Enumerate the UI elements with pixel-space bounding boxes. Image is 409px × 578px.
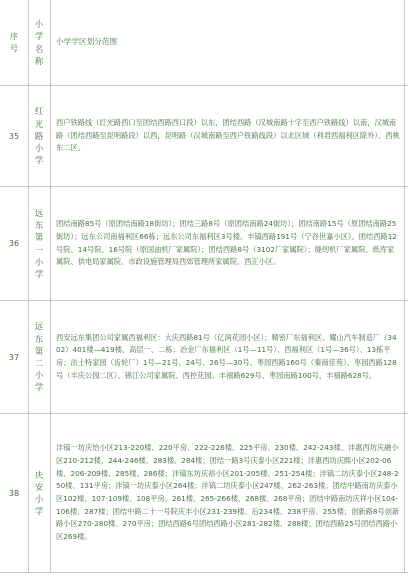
- row-index: 37: [8, 352, 20, 362]
- district-area-text: 团结南路85号（原团结南路18街坊）；团结三路8号（原团结南路24街坊）；团结南路15号（原团结南路25街坊）；远东公司南福利区66栋；远东公司东福利区3号楼。丰镐西路191号（宁谷世嘉小区）。团结西路12号院、14号院、16号院（原国油机厂家属院）；团结西路8号（3102厂家属院）；缝纫机厂家属院、纸库家属院、供电局家属院、市政设施管理局西郊管理所家属院、西正小区。: [56, 219, 397, 267]
- district-area-text: 西户铁路线（红光路西口至团结西路西口段）以东，团结西路（汉城南路十字至西户铁路线）以南，汉城南路（团结西路至昆明路段）以西，昆明路（汉城南路至西户铁路线段）以北区域（利君西福利区除外）。西桃东二区。: [56, 117, 400, 153]
- row-index: 35: [8, 131, 20, 141]
- row-37-index-cell: [0, 301, 28, 413]
- school-name: 红光路小学: [34, 106, 44, 166]
- row-36-area-cell: [50, 187, 404, 300]
- row-37-area-cell: [50, 301, 404, 413]
- row-divider: [0, 85, 408, 86]
- row-36-index-cell: [0, 187, 28, 300]
- row-divider: [0, 572, 408, 573]
- school-name: 庆安小学: [34, 469, 44, 517]
- row-divider: [0, 300, 408, 301]
- row-38-index-cell: [0, 414, 28, 572]
- school-name: 远东第一小学: [34, 207, 44, 279]
- header-area-label: 小学学区划分范围: [56, 37, 118, 47]
- row-divider: [0, 413, 408, 414]
- row-37-school-cell: [28, 301, 50, 413]
- row-35-area-cell: [50, 86, 404, 186]
- row-36-school-cell: [28, 187, 50, 300]
- header-index-label: 序号: [10, 31, 18, 53]
- row-38-area-cell: [50, 414, 404, 572]
- column-divider: [50, 0, 51, 573]
- column-divider: [28, 0, 29, 573]
- row-divider: [0, 186, 408, 187]
- column-divider: [404, 0, 405, 573]
- row-35-school-cell: [28, 86, 50, 186]
- school-name: 远东第二小学: [34, 321, 44, 393]
- district-area-text: 沣镐一坊庆怡小区213-220楼、220平房、222-226楼、225平房、230楼、242-243楼、沣惠西坊庆融小区210-212楼、244-246楼、283楼、284楼；团结一路3号庆泰小区221楼；沣惠西坊庆熙小区202-06楼、206-209楼、285楼、286楼；沣镐东坊庆裕小区201-205楼、251-254楼；沣镐二坊庆泰小区248-250楼、131平房；沣镐一坊庆泰小区264楼；沣镐二坊庆泰小区247楼、262-263楼；团结中路南坊庆泰小区102楼、107-109楼、108平房、261楼、265-266楼、268楼、268平房；团结中路南坊庆祥小区104-106楼、287楼；团结中路二十一号院庆丰小区231-239楼、后234楼、238平房、255楼；创新路8号创新路小区270-280楼、270平房；团结西路6号团结西路小区281-282楼、288楼；团结西路25号团结西路小区269楼。: [56, 443, 400, 542]
- district-area-text: 西安远东集团公司家属西福利区：大庆西路81号（亿润花园小区）；精密厂东福利区、耀山汽车制造厂（3402）401楼—419楼、高层一、二栋；冶金厂东福利区（1号—11号）、西福利区（1号—36号）、13栋平房；法士特家园（齿轮厂）1号—21号、24号、26号—30号、枣园西路160号（秦商佳苑）、枣园西路128号（丰庆公园二区）、锦江公司家属院、西控花园、丰禧路629号、枣园南路100号、丰禧路628号。: [56, 332, 397, 380]
- header-school-cell: [28, 0, 50, 85]
- row-38-school-cell: [28, 414, 50, 572]
- row-index: 36: [8, 239, 20, 248]
- row-35-index-cell: [0, 86, 28, 186]
- header-area-cell: [50, 0, 404, 85]
- header-school-label: 小学名称: [34, 19, 44, 66]
- header-index-cell: [0, 0, 28, 85]
- row-index: 38: [8, 488, 20, 498]
